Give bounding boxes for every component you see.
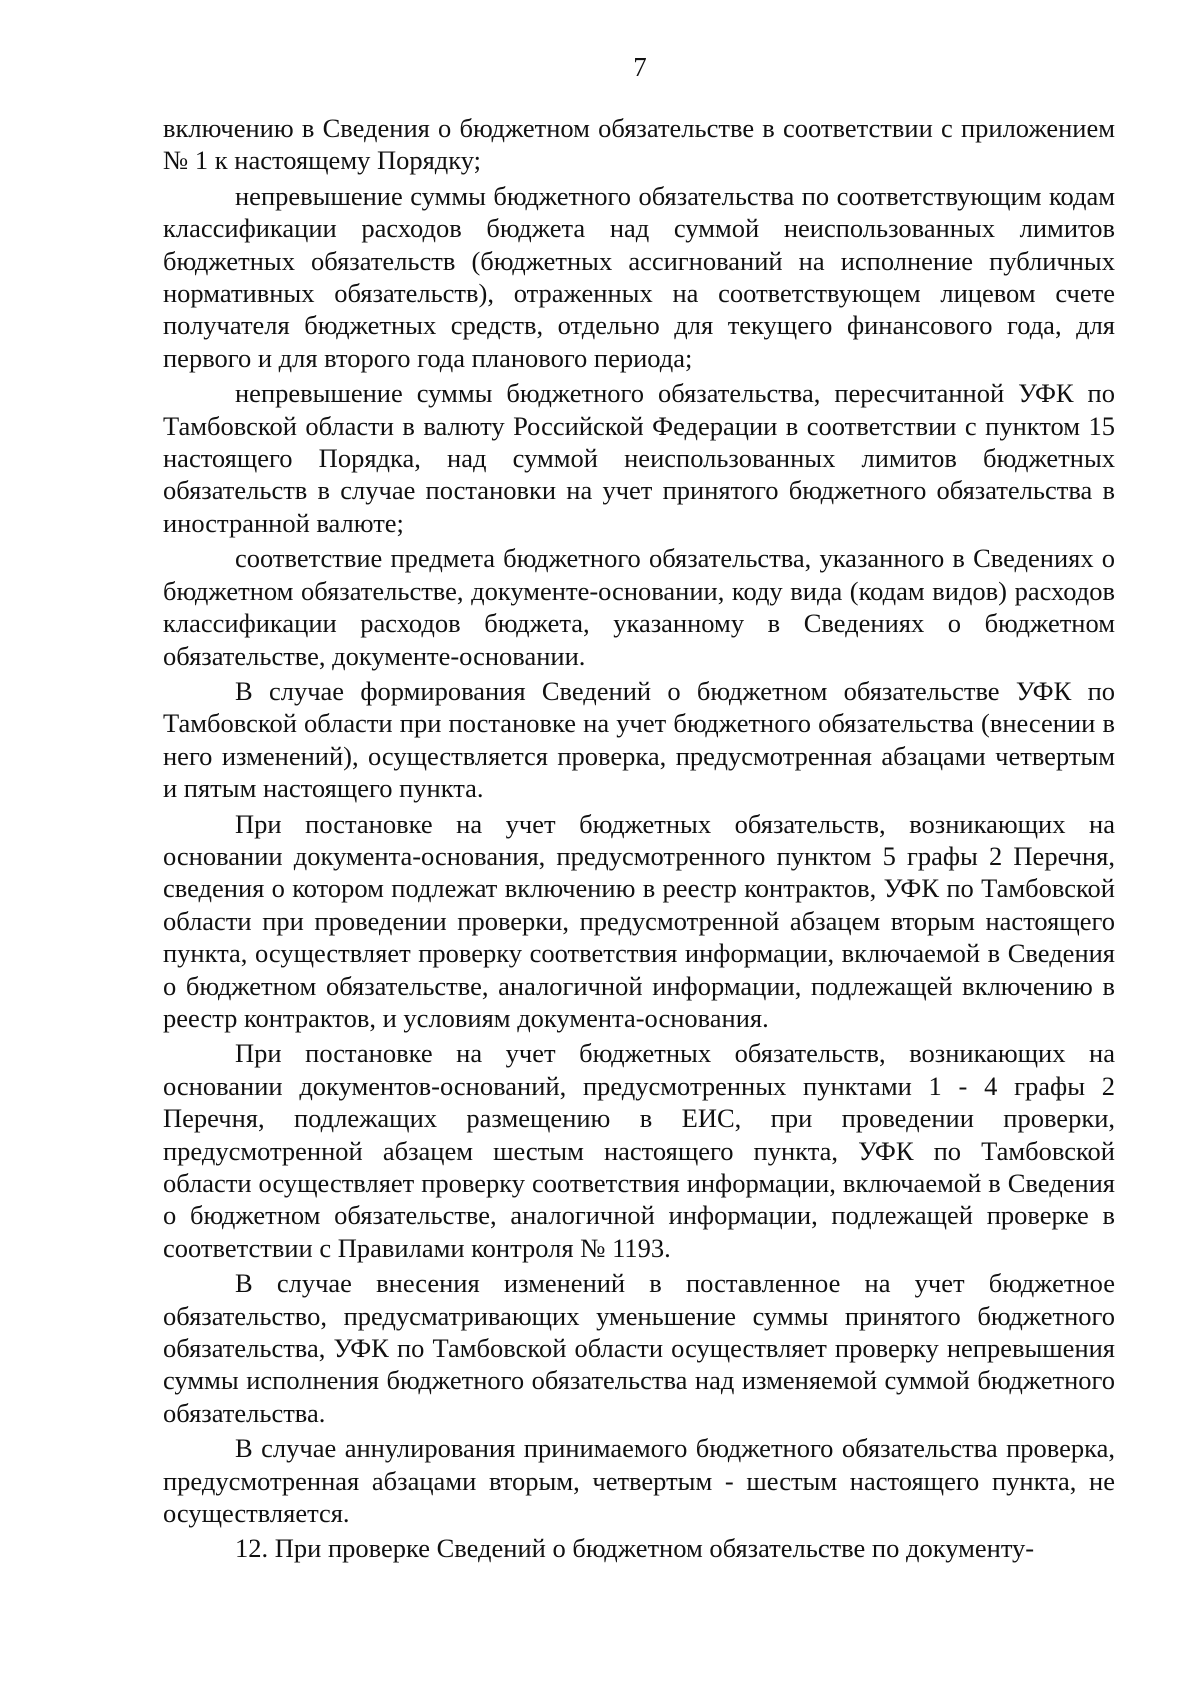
paragraph-contract-registry: При постановке на учет бюджетных обязательств, возникающих на основании документа-основания, предусмотренного пунктом 5 графы 2 Перечня, сведения о котором подлежат включению в реестр контрактов, УФК по Тамбовской области при проведении проверки, предусмотренной абзацем вторым настоящего пункта, осуществляет проверку соответствия информации, включаемой в Сведения о бюджетном обязательстве, аналогичной информации, подлежащей включению в реестр контрактов, и условиям документа-основания.	[163, 808, 1115, 1033]
paragraph-amount-decrease: В случае внесения изменений в поставленное на учет бюджетное обязательство, предусматривающих уменьшение суммы принятого бюджетного обязательства, УФК по Тамбовской области осуществляет проверку непревышения суммы исполнения бюджетного обязательства над изменяемой суммой бюджетного обязательства.	[163, 1268, 1115, 1428]
paragraph-limit-check: непревышение суммы бюджетного обязательства по соответствующим кодам классификации расходов бюджета над суммой неиспользованных лимитов бюджетных обязательств (бюджетных ассигнований на исполнение публичных нормативных обязательств), отраженных на соответствующем лицевом счете получателя бюджетных средств, отдельно для текущего финансового года, для первого и для второго года планового периода;	[163, 180, 1115, 373]
paragraph-annulment: В случае аннулирования принимаемого бюджетного обязательства проверка, предусмотренная абзацами вторым, четвертым - шестым настоящего пункта, не осуществляется.	[163, 1433, 1115, 1529]
paragraph-subject-match: соответствие предмета бюджетного обязательства, указанного в Сведениях о бюджетном обязательстве, документе-основании, коду вида (кодам видов) расходов классификации расходов бюджета, указанному в Сведениях о бюджетном обязательстве, документе-основании.	[163, 543, 1115, 671]
paragraph-ufk-formation: В случае формирования Сведений о бюджетном обязательстве УФК по Тамбовской области при постановке на учет бюджетного обязательства (внесении в него изменений), осуществляется проверка, предусмотренная абзацами четвертым и пятым настоящего пункта.	[163, 675, 1115, 804]
paragraph-section-12: 12. При проверке Сведений о бюджетном обязательстве по документу-	[235, 1533, 1035, 1564]
paragraph-currency-check: непревышение суммы бюджетного обязательства, пересчитанной УФК по Тамбовской области в валюту Российской Федерации в соответствии с пунктом 15 настоящего Порядка, над суммой неиспользованных лимитов бюджетных обязательств в случае постановки на учет принятого бюджетного обязательства в иностранной валюте;	[163, 378, 1115, 538]
paragraph-continuation: включению в Сведения о бюджетном обязательстве в соответствии с приложением № 1 к настоящему Порядку;	[163, 113, 1115, 176]
document-body	[163, 112, 1115, 1568]
paragraph-eis-documents: При постановке на учет бюджетных обязательств, возникающих на основании документов-оснований, предусмотренных пунктами 1 - 4 графы 2 Перечня, подлежащих размещению в ЕИС, при проведении проверки, предусмотренной абзацем шестым настоящего пункта, УФК по Тамбовской области осуществляет проверку соответствия информации, включаемой в Сведения о бюджетном обязательстве, аналогичной информации, подлежащей проверке в соответствии с Правилами контроля № 1193.	[163, 1038, 1115, 1263]
page-number: 7	[633, 52, 647, 82]
